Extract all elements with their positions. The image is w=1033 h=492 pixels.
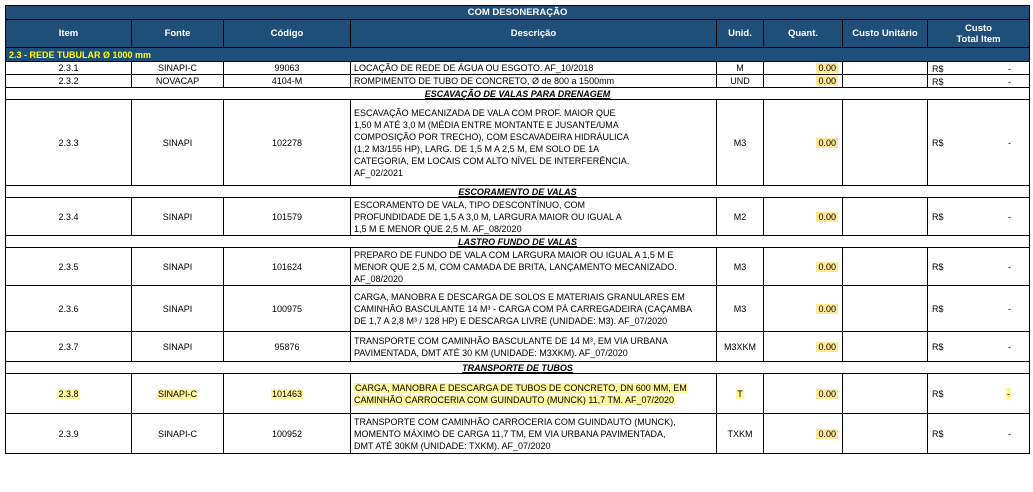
cell-custo-total[interactable] xyxy=(928,332,1030,362)
section-header-row xyxy=(6,236,1030,248)
cell-quant[interactable] xyxy=(764,374,843,414)
total-value: - xyxy=(1008,63,1012,74)
table-row xyxy=(6,75,1030,88)
cell-item[interactable]: 2.3.3 xyxy=(6,100,132,186)
cell-fonte[interactable]: SINAPI xyxy=(132,286,224,332)
currency-symbol: R$ xyxy=(932,389,944,399)
cell-fonte[interactable]: SINAPI xyxy=(132,248,224,286)
cell-descricao[interactable]: TRANSPORTE COM CAMINHÃO BASCULANTE DE 14 M³, EM VIA URBANA PAVIMENTADA, DMT ATÉ 30 KM (UNIDADE: M3XKM). AF_07/2020 xyxy=(351,332,717,362)
col-header-unid[interactable]: Unid. xyxy=(717,20,764,48)
cell-custo-unitario[interactable] xyxy=(843,62,928,75)
total-value: - xyxy=(1008,212,1012,222)
table-row xyxy=(6,198,1030,236)
cell-custo-unitario[interactable] xyxy=(843,374,928,414)
currency-symbol: R$ xyxy=(932,429,944,439)
currency-symbol: R$ xyxy=(932,304,944,314)
cell-custo-total[interactable] xyxy=(928,414,1030,454)
quant-value: 0.00 xyxy=(818,303,836,314)
table-row xyxy=(6,100,1030,186)
cell-descricao[interactable]: ESCAVAÇÃO MECANIZADA DE VALA COM PROF. MAIOR QUE 1,50 M ATÉ 3,0 M (MÉDIA ENTRE MONTANTE E JUSANTE/UMA COMPOSIÇÃO POR TRECHO), COM ESCAVADEIRA HIDRÁULICA (1,2 M3/155 HP), LARG. DE 1,5 M A 2,5 M, EM SOLO DE 1A CATEGORIA, EM LOCAIS COM ALTO NÍVEL DE INTERFERÊNCIA. AF_02/2021 xyxy=(351,100,717,186)
cell-fonte[interactable]: SINAPI-C xyxy=(132,414,224,454)
col-header-quant[interactable]: Quant. xyxy=(764,20,843,48)
cell-quant[interactable] xyxy=(764,286,843,332)
currency-symbol: R$ xyxy=(932,63,944,74)
cell-custo-total[interactable] xyxy=(928,75,1030,88)
cell-custo-unitario[interactable] xyxy=(843,100,928,186)
total-value: - xyxy=(1007,389,1011,399)
cell-custo-total[interactable] xyxy=(928,374,1030,414)
col-header-custo-unitario[interactable]: Custo Unitário xyxy=(843,20,928,48)
group-label[interactable]: 2.3 - REDE TUBULAR Ø 1000 mm xyxy=(6,48,1030,62)
cell-unid[interactable]: M2 xyxy=(717,198,764,236)
cell-item[interactable]: 2.3.9 xyxy=(6,414,132,454)
cell-custo-unitario[interactable] xyxy=(843,332,928,362)
total-value: - xyxy=(1008,342,1012,352)
currency-symbol: R$ xyxy=(932,212,944,222)
cell-unid[interactable]: M3XKM xyxy=(717,332,764,362)
cell-item[interactable]: 2.3.1 xyxy=(6,62,132,75)
cell-descricao[interactable]: TRANSPORTE COM CAMINHÃO CARROCERIA COM GUINDAUTO (MUNCK), MOMENTO MÁXIMO DE CARGA 11,7 TM, EM VIA URBANA PAVIMENTADA, DMT ATÉ 30KM (UNIDADE: TXKM). AF_07/2020 xyxy=(351,414,717,454)
cell-codigo[interactable]: 101624 xyxy=(224,248,351,286)
currency-symbol: R$ xyxy=(932,342,944,352)
table-row xyxy=(6,248,1030,286)
cell-custo-unitario[interactable] xyxy=(843,248,928,286)
quant-value: 0.00 xyxy=(818,211,836,222)
total-value: - xyxy=(1008,429,1012,439)
cell-codigo[interactable]: 99063 xyxy=(224,62,351,75)
cell-codigo[interactable]: 100975 xyxy=(224,286,351,332)
section-header-row xyxy=(6,362,1030,374)
col-header-custo-total-line1: Custo xyxy=(965,22,992,34)
cell-custo-total[interactable] xyxy=(928,248,1030,286)
table-row xyxy=(6,374,1030,414)
cell-item[interactable]: 2.3.5 xyxy=(6,248,132,286)
table-row xyxy=(6,332,1030,362)
cell-codigo[interactable]: 101579 xyxy=(224,198,351,236)
cell-fonte[interactable]: NOVACAP xyxy=(132,75,224,88)
cell-codigo[interactable]: 100952 xyxy=(224,414,351,454)
cell-unid[interactable]: M3 xyxy=(717,286,764,332)
total-value: - xyxy=(1008,262,1012,272)
cell-custo-total[interactable] xyxy=(928,198,1030,236)
banner-row xyxy=(6,6,1030,20)
cell-unid[interactable]: M3 xyxy=(717,248,764,286)
cell-item[interactable] xyxy=(6,374,132,414)
cell-unid[interactable] xyxy=(717,374,764,414)
cell-fonte[interactable]: SINAPI xyxy=(132,332,224,362)
cell-unid[interactable]: UND xyxy=(717,75,764,88)
cell-unid[interactable]: M3 xyxy=(717,100,764,186)
currency-symbol: R$ xyxy=(932,138,944,148)
cell-quant[interactable] xyxy=(764,332,843,362)
budget-table xyxy=(5,5,1030,454)
cell-descricao[interactable]: CARGA, MANOBRA E DESCARGA DE SOLOS E MATERIAIS GRANULARES EM CAMINHÃO BASCULANTE 14 M³ - CARGA COM PÁ CARREGADEIRA (CAÇAMBA DE 1,7 A 2,8 M³ / 128 HP) E DESCARGA LIVRE (UNIDADE: M3). AF_07/2020 xyxy=(351,286,717,332)
cell-codigo[interactable]: 4104-M xyxy=(224,75,351,88)
cell-custo-unitario[interactable] xyxy=(843,286,928,332)
section-header-row xyxy=(6,186,1030,198)
cell-custo-unitario[interactable] xyxy=(843,75,928,88)
quant-value: 0.00 xyxy=(818,341,836,352)
table-row xyxy=(6,286,1030,332)
cell-unid-text: T xyxy=(737,388,743,399)
cell-fonte[interactable] xyxy=(132,374,224,414)
cell-custo-unitario[interactable] xyxy=(843,198,928,236)
cell-custo-total[interactable] xyxy=(928,286,1030,332)
cell-quant[interactable] xyxy=(764,414,843,454)
cell-descricao-text: CARGA, MANOBRA E DESCARGA DE TUBOS DE CONCRETO, DN 600 MM, EM CAMINHÃO CARROCERIA COM GUINDAUTO (MUNCK) 11,7 TM. AF_07/2020 xyxy=(354,382,687,405)
cell-quant[interactable] xyxy=(764,248,843,286)
quant-value: 0.00 xyxy=(818,428,836,439)
table-row xyxy=(6,62,1030,75)
cell-codigo[interactable] xyxy=(224,374,351,414)
col-header-custo-total[interactable] xyxy=(928,20,1030,48)
cell-item-text: 2.3.8 xyxy=(58,388,79,399)
cell-item[interactable]: 2.3.6 xyxy=(6,286,132,332)
cell-descricao[interactable] xyxy=(351,374,717,414)
cell-custo-unitario[interactable] xyxy=(843,414,928,454)
total-value: - xyxy=(1008,304,1012,314)
cell-quant[interactable] xyxy=(764,100,843,186)
currency-symbol: R$ xyxy=(932,262,944,272)
cell-custo-total[interactable] xyxy=(928,100,1030,186)
table-row xyxy=(6,414,1030,454)
cell-descricao[interactable]: ESCORAMENTO DE VALA, TIPO DESCONTÍNUO, COM PROFUNDIDADE DE 1,5 A 3,0 M, LARGURA MAIOR OU IGUAL A 1,5 M E MENOR QUE 2,5 M. AF_08/2020 xyxy=(351,198,717,236)
section-header[interactable]: ESCORAMENTO DE VALAS xyxy=(6,186,1030,198)
currency-symbol: R$ xyxy=(932,76,944,87)
cell-quant[interactable] xyxy=(764,75,843,88)
cell-item[interactable]: 2.3.2 xyxy=(6,75,132,88)
cell-descricao[interactable]: LOCAÇÃO DE REDE DE ÁGUA OU ESGOTO. AF_10/2018 xyxy=(351,62,717,75)
quant-value: 0.00 xyxy=(818,63,836,73)
col-header-fonte[interactable]: Fonte xyxy=(132,20,224,48)
cell-fonte[interactable]: SINAPI-C xyxy=(132,62,224,75)
cell-custo-total[interactable] xyxy=(928,62,1030,75)
col-header-custo-total-line2: Total Item xyxy=(956,33,1001,45)
section-header[interactable]: LASTRO FUNDO DE VALAS xyxy=(6,236,1030,248)
total-value: - xyxy=(1008,138,1012,148)
cell-fonte-text: SINAPI-C xyxy=(157,388,197,399)
section-header[interactable]: TRANSPORTE DE TUBOS xyxy=(6,362,1030,374)
cell-codigo-text: 101463 xyxy=(271,388,303,399)
cell-quant[interactable] xyxy=(764,198,843,236)
cell-descricao[interactable]: ROMPIMENTO DE TUBO DE CONCRETO, Ø de 800 a 1500mm xyxy=(351,75,717,88)
section-header[interactable]: ESCAVAÇÃO DE VALAS PARA DRENAGEM xyxy=(6,88,1030,100)
quant-value: 0.00 xyxy=(818,137,836,148)
cell-codigo[interactable]: 95876 xyxy=(224,332,351,362)
total-value: - xyxy=(1008,76,1012,87)
quant-value: 0.00 xyxy=(818,76,836,86)
group-row xyxy=(6,48,1030,62)
col-header-descricao[interactable]: Descrição xyxy=(351,20,717,48)
cell-quant[interactable] xyxy=(764,62,843,75)
section-header-row xyxy=(6,88,1030,100)
cell-unid[interactable]: TXKM xyxy=(717,414,764,454)
col-header-codigo[interactable]: Código xyxy=(224,20,351,48)
cell-item[interactable]: 2.3.7 xyxy=(6,332,132,362)
cell-unid[interactable]: M xyxy=(717,62,764,75)
cell-item[interactable]: 2.3.4 xyxy=(6,198,132,236)
column-header-row xyxy=(6,20,1030,48)
cell-fonte[interactable]: SINAPI xyxy=(132,198,224,236)
quant-value: 0.00 xyxy=(818,388,836,399)
quant-value: 0.00 xyxy=(818,261,836,272)
cell-fonte[interactable]: SINAPI xyxy=(132,100,224,186)
cell-descricao[interactable]: PREPARO DE FUNDO DE VALA COM LARGURA MAIOR OU IGUAL A 1,5 M E MENOR QUE 2,5 M, COM CAMADA DE BRITA, LANÇAMENTO MECANIZADO. AF_08/2020 xyxy=(351,248,717,286)
col-header-item[interactable]: Item xyxy=(6,20,132,48)
banner-title: COM DESONERAÇÃO xyxy=(6,6,1030,20)
cell-codigo[interactable]: 102278 xyxy=(224,100,351,186)
